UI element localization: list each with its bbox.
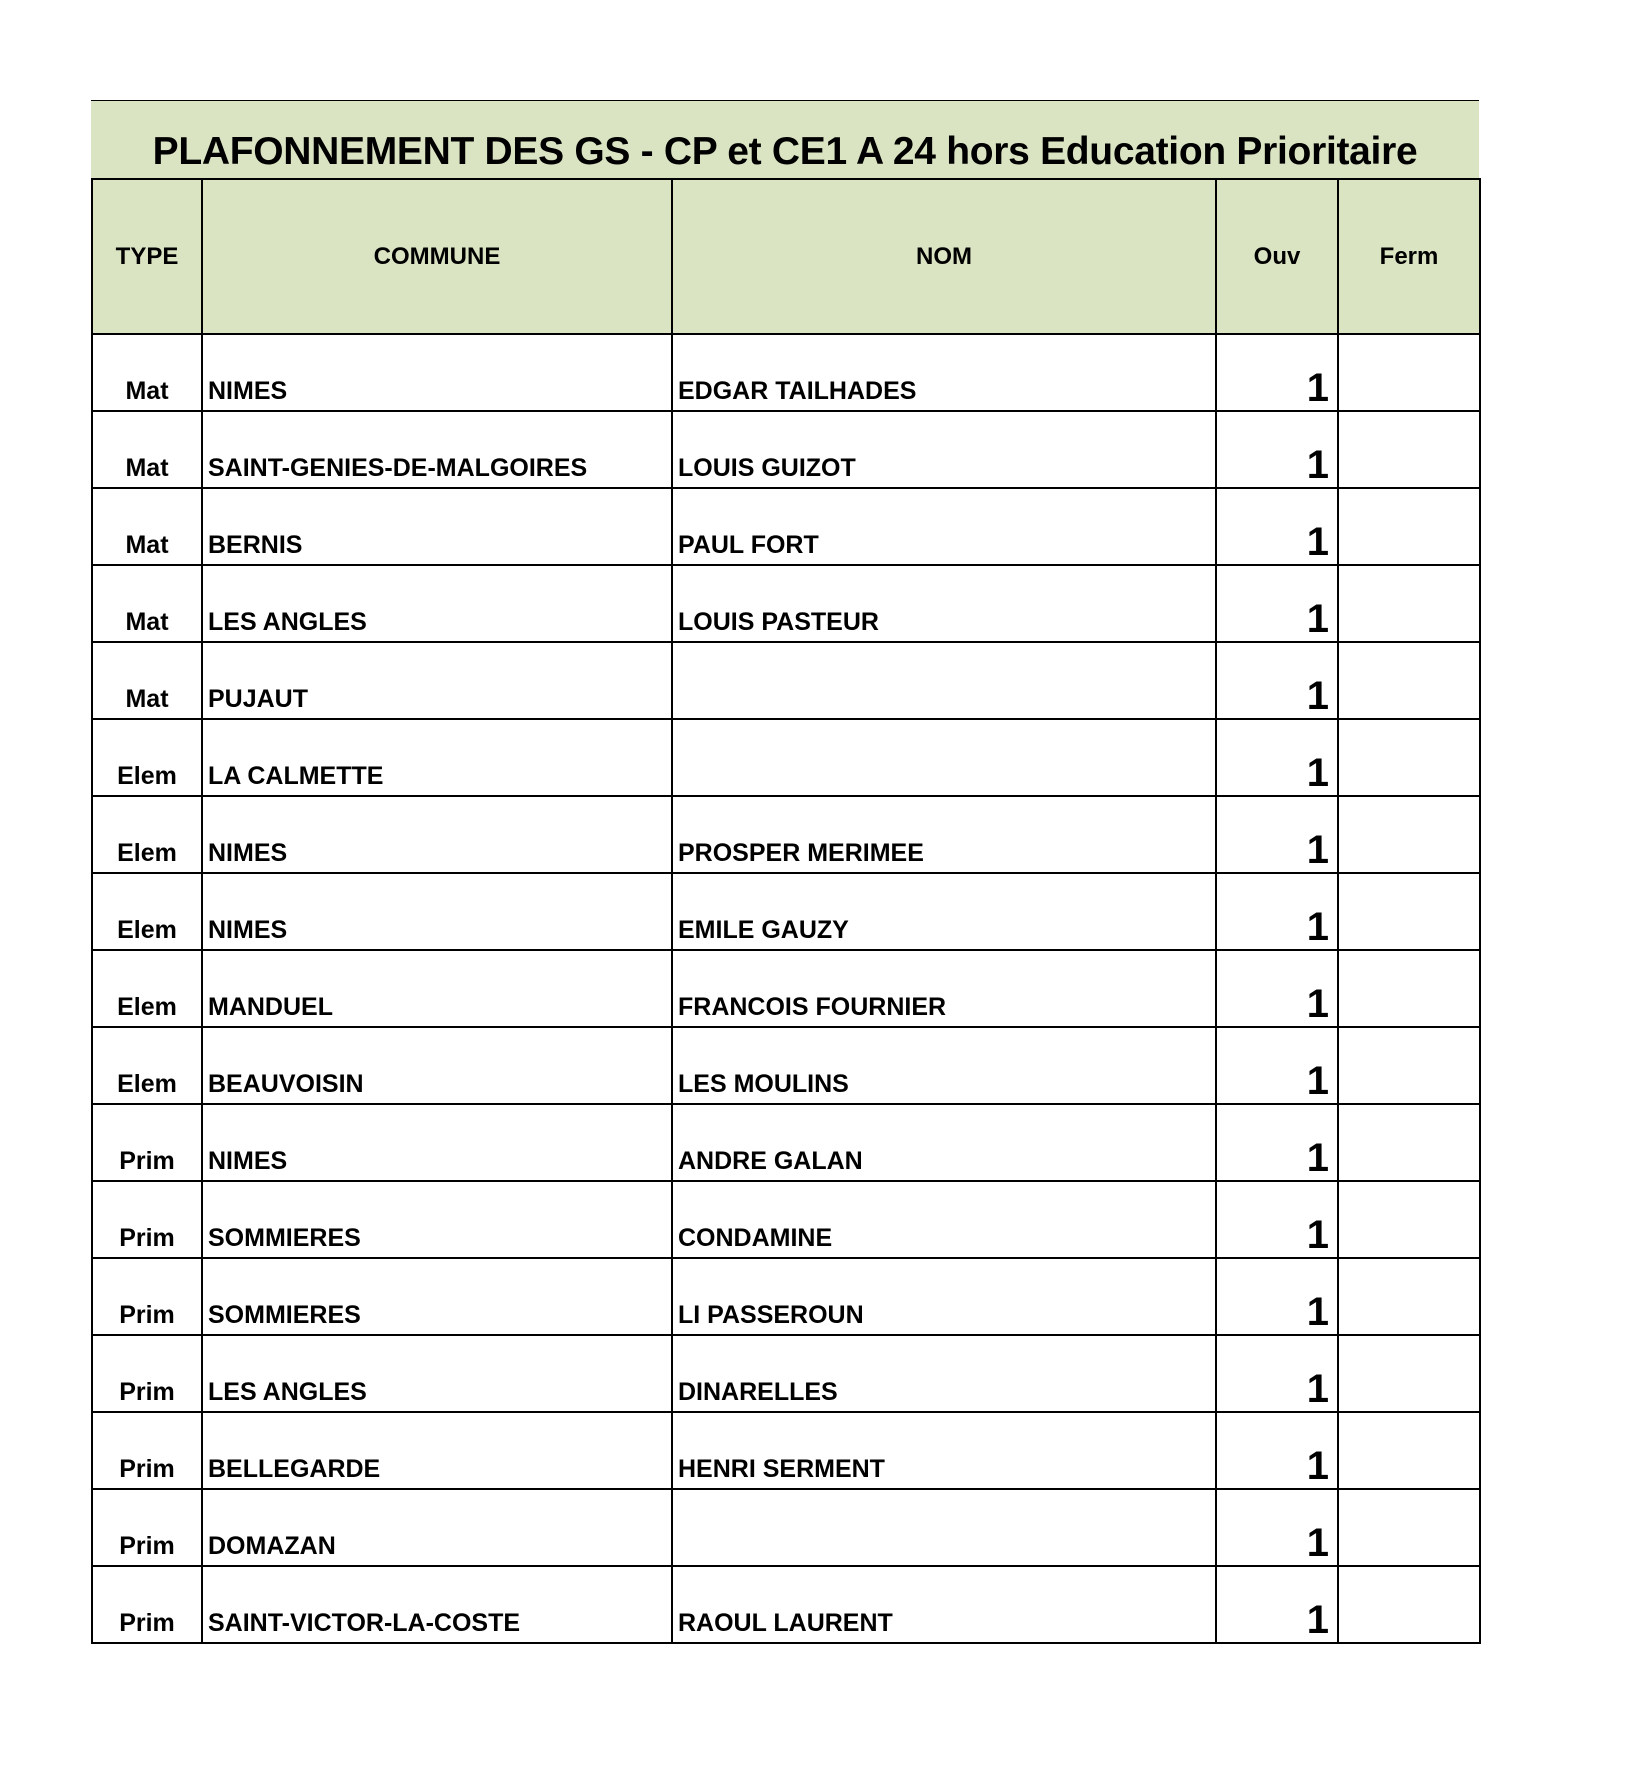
column-header-ouv: Ouv (1216, 179, 1338, 334)
table-row (92, 950, 1480, 1027)
cell-nom: HENRI SERMENT (672, 1412, 1216, 1489)
cell-nom: PAUL FORT (672, 488, 1216, 565)
cell-commune: DOMAZAN (202, 1489, 672, 1566)
cell-commune: BELLEGARDE (202, 1412, 672, 1489)
cell-ouv: 1 (1216, 796, 1338, 873)
cell-nom: EMILE GAUZY (672, 873, 1216, 950)
cell-ouv: 1 (1216, 334, 1338, 411)
cell-ferm (1338, 642, 1480, 719)
cell-ferm (1338, 1104, 1480, 1181)
cell-type: Mat (92, 642, 202, 719)
cell-nom (672, 642, 1216, 719)
cell-commune: NIMES (202, 334, 672, 411)
cell-type: Elem (92, 950, 202, 1027)
cell-commune: SOMMIERES (202, 1181, 672, 1258)
table-row (92, 642, 1480, 719)
cell-nom: LOUIS PASTEUR (672, 565, 1216, 642)
cell-nom (672, 1489, 1216, 1566)
cell-commune: PUJAUT (202, 642, 672, 719)
cell-type: Mat (92, 565, 202, 642)
table-row (92, 873, 1480, 950)
cell-ouv: 1 (1216, 950, 1338, 1027)
cell-type: Elem (92, 1027, 202, 1104)
column-header-commune: COMMUNE (202, 179, 672, 334)
table-header (92, 179, 1480, 334)
cell-ouv: 1 (1216, 1181, 1338, 1258)
cell-type: Elem (92, 719, 202, 796)
cell-type: Prim (92, 1181, 202, 1258)
cell-ouv: 1 (1216, 719, 1338, 796)
cell-type: Mat (92, 411, 202, 488)
cell-nom: DINARELLES (672, 1335, 1216, 1412)
cell-ferm (1338, 1335, 1480, 1412)
cell-nom: ANDRE GALAN (672, 1104, 1216, 1181)
cell-ouv: 1 (1216, 1489, 1338, 1566)
cell-commune: NIMES (202, 873, 672, 950)
cell-nom: RAOUL LAURENT (672, 1566, 1216, 1643)
table-row (92, 1258, 1480, 1335)
cell-ferm (1338, 411, 1480, 488)
cell-commune: NIMES (202, 1104, 672, 1181)
table-body (92, 334, 1480, 1643)
cell-nom: LOUIS GUIZOT (672, 411, 1216, 488)
table-row (92, 1566, 1480, 1643)
table-row (92, 565, 1480, 642)
cell-commune: LES ANGLES (202, 565, 672, 642)
cell-ferm (1338, 488, 1480, 565)
cell-ferm (1338, 334, 1480, 411)
table-row (92, 1489, 1480, 1566)
cell-ouv: 1 (1216, 1412, 1338, 1489)
cell-nom: LI PASSEROUN (672, 1258, 1216, 1335)
cell-ouv: 1 (1216, 411, 1338, 488)
cell-ferm (1338, 1181, 1480, 1258)
cell-type: Prim (92, 1489, 202, 1566)
cell-ouv: 1 (1216, 1258, 1338, 1335)
table-row (92, 1104, 1480, 1181)
cell-commune: BEAUVOISIN (202, 1027, 672, 1104)
column-header-nom: NOM (672, 179, 1216, 334)
cell-commune: NIMES (202, 796, 672, 873)
document-title: PLAFONNEMENT DES GS - CP et CE1 A 24 hors Education Prioritaire (152, 130, 1418, 173)
cell-ferm (1338, 796, 1480, 873)
cell-nom: LES MOULINS (672, 1027, 1216, 1104)
cell-commune: SAINT-GENIES-DE-MALGOIRES (202, 411, 672, 488)
cell-commune: BERNIS (202, 488, 672, 565)
cell-ferm (1338, 950, 1480, 1027)
cell-commune: LES ANGLES (202, 1335, 672, 1412)
cell-commune: LA CALMETTE (202, 719, 672, 796)
spreadsheet-page (91, 100, 1479, 1644)
cell-commune: SOMMIERES (202, 1258, 672, 1335)
cell-type: Prim (92, 1258, 202, 1335)
cell-ferm (1338, 1412, 1480, 1489)
table-row (92, 1181, 1480, 1258)
table-row (92, 1335, 1480, 1412)
cell-ouv: 1 (1216, 642, 1338, 719)
table-row (92, 1412, 1480, 1489)
table-row (92, 488, 1480, 565)
cell-nom: PROSPER MERIMEE (672, 796, 1216, 873)
cell-ferm (1338, 873, 1480, 950)
cell-type: Elem (92, 873, 202, 950)
cell-type: Prim (92, 1104, 202, 1181)
cell-type: Prim (92, 1412, 202, 1489)
column-header-ferm: Ferm (1338, 179, 1480, 334)
cell-nom: EDGAR TAILHADES (672, 334, 1216, 411)
table-row (92, 334, 1480, 411)
cell-ferm (1338, 1258, 1480, 1335)
table-row (92, 796, 1480, 873)
cell-ouv: 1 (1216, 873, 1338, 950)
cell-ferm (1338, 1566, 1480, 1643)
cell-ferm (1338, 1027, 1480, 1104)
title-band (91, 100, 1479, 178)
schools-table (91, 178, 1481, 1644)
table-row (92, 719, 1480, 796)
cell-type: Prim (92, 1566, 202, 1643)
cell-commune: SAINT-VICTOR-LA-COSTE (202, 1566, 672, 1643)
header-row (92, 179, 1480, 334)
cell-commune: MANDUEL (202, 950, 672, 1027)
cell-ouv: 1 (1216, 565, 1338, 642)
cell-nom: FRANCOIS FOURNIER (672, 950, 1216, 1027)
cell-type: Elem (92, 796, 202, 873)
cell-ouv: 1 (1216, 1335, 1338, 1412)
cell-type: Mat (92, 488, 202, 565)
cell-type: Prim (92, 1335, 202, 1412)
cell-type: Mat (92, 334, 202, 411)
cell-ouv: 1 (1216, 488, 1338, 565)
cell-nom (672, 719, 1216, 796)
cell-ferm (1338, 1489, 1480, 1566)
table-row (92, 411, 1480, 488)
cell-ouv: 1 (1216, 1104, 1338, 1181)
cell-ouv: 1 (1216, 1027, 1338, 1104)
cell-ouv: 1 (1216, 1566, 1338, 1643)
column-header-type: TYPE (92, 179, 202, 334)
cell-ferm (1338, 565, 1480, 642)
table-row (92, 1027, 1480, 1104)
cell-nom: CONDAMINE (672, 1181, 1216, 1258)
cell-ferm (1338, 719, 1480, 796)
